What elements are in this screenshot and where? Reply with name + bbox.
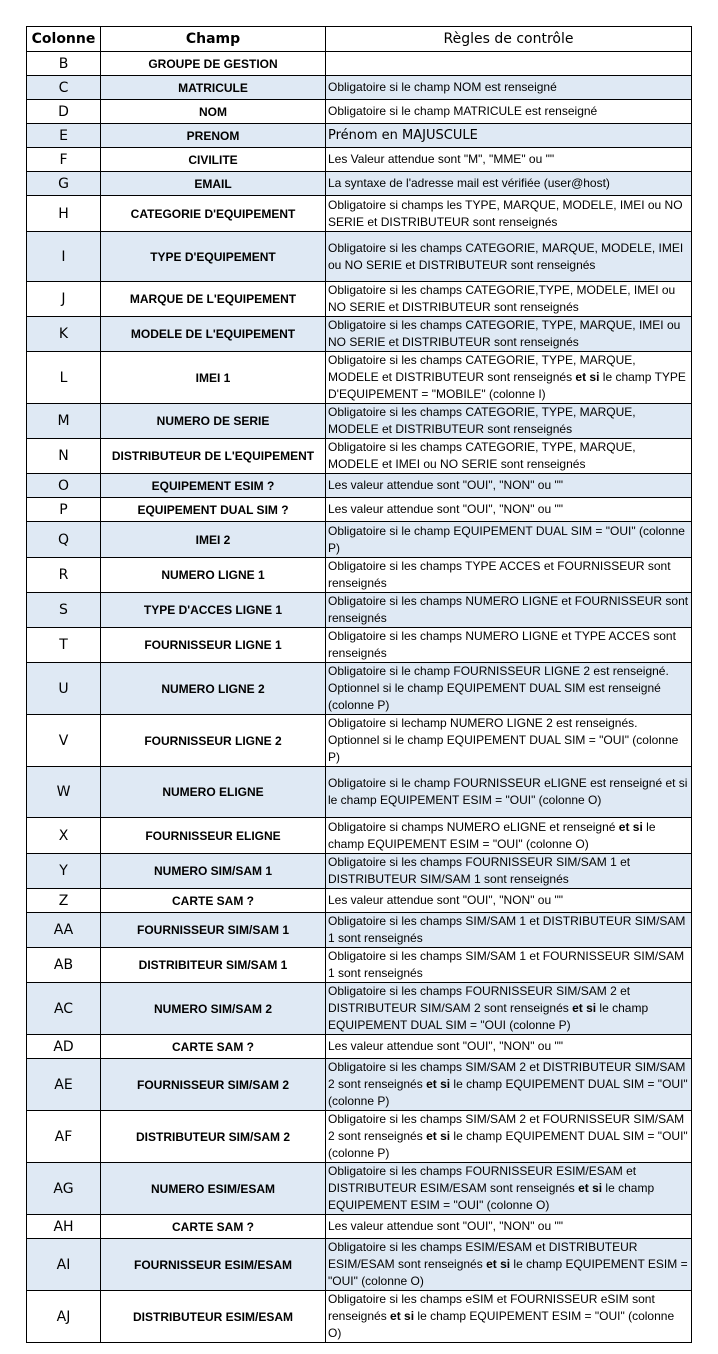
header-rules: Règles de contrôle [326, 27, 692, 52]
control-rule [326, 889, 692, 913]
table-row [27, 558, 692, 593]
control-rule [326, 593, 692, 628]
field-name: IMEI 2 [101, 522, 326, 558]
rule-text: Les valeur attendue sont "OUI", "NON" ou "" [328, 478, 564, 492]
rule-emphasis: et si [390, 1309, 415, 1323]
column-letter: AJ [27, 1291, 101, 1343]
column-letter: AC [27, 983, 101, 1035]
rule-text: Obligatoire si les champs TYPE ACCES et FOURNISSEUR sont renseignés [328, 559, 671, 590]
field-name: NOM [101, 100, 326, 124]
table-row [27, 948, 692, 983]
field-name: FOURNISSEUR SIM/SAM 1 [101, 913, 326, 948]
rule-text: Les valeur attendue sont "OUI", "NON" ou "" [328, 893, 564, 907]
rule-emphasis: et si [618, 819, 643, 834]
column-letter: AE [27, 1059, 101, 1111]
table-row [27, 715, 692, 767]
field-name: NUMERO ESIM/ESAM [101, 1163, 326, 1215]
table-row [27, 282, 692, 317]
table-row [27, 983, 692, 1035]
table-row [27, 1035, 692, 1059]
field-name: NUMERO SIM/SAM 2 [101, 983, 326, 1035]
control-rule [326, 498, 692, 522]
field-name: DISTRIBUTEUR ESIM/ESAM [101, 1291, 326, 1343]
rule-text: Obligatoire si les champs FOURNISSEUR SIM/SAM 1 et DISTRIBUTEUR SIM/SAM 1 sont renseignés [328, 855, 631, 886]
field-name: EQUIPEMENT DUAL SIM ? [101, 498, 326, 522]
rule-text: le champ TYPE D'EQUIPEMENT = "MOBILE" (colonne I) [328, 370, 686, 401]
control-rule [326, 196, 692, 232]
rules-table [26, 26, 692, 1343]
column-letter: K [27, 317, 101, 352]
column-letter: S [27, 593, 101, 628]
control-rule [326, 715, 692, 767]
field-name: CARTE SAM ? [101, 889, 326, 913]
table-row [27, 352, 692, 404]
table-row [27, 1059, 692, 1111]
rule-text: le champ EQUIPEMENT ESIM = "OUI" (colonne O) [328, 1257, 688, 1288]
control-rule [326, 522, 692, 558]
field-name: FOURNISSEUR LIGNE 1 [101, 628, 326, 663]
control-rule [326, 352, 692, 404]
column-letter: Y [27, 854, 101, 889]
rule-emphasis: et si [578, 1181, 603, 1195]
column-letter: I [27, 232, 101, 282]
control-rule [326, 854, 692, 889]
field-name: DISTRIBITEUR SIM/SAM 1 [101, 948, 326, 983]
control-rule [326, 1291, 692, 1343]
field-name: NUMERO LIGNE 1 [101, 558, 326, 593]
rule-text: Obligatoire si les champs CATEGORIE, TYPE, MARQUE, MODELE et IMEI ou NO SERIE sont renseignés [328, 440, 636, 471]
rule-text: Obligatoire si les champs CATEGORIE, TYPE, MARQUE, MODELE et DISTRIBUTEUR sont renseignés [328, 353, 636, 384]
column-letter: L [27, 352, 101, 404]
table-row [27, 52, 692, 76]
field-name: GROUPE DE GESTION [101, 52, 326, 76]
column-letter: G [27, 172, 101, 196]
table-row [27, 1291, 692, 1343]
control-rule [326, 948, 692, 983]
table-row [27, 854, 692, 889]
table-row [27, 404, 692, 439]
rule-text: Obligatoire si le champ MATRICULE est renseigné [328, 104, 598, 118]
field-name: FOURNISSEUR SIM/SAM 2 [101, 1059, 326, 1111]
control-rule [326, 76, 692, 100]
table-row [27, 317, 692, 352]
field-name: MATRICULE [101, 76, 326, 100]
rule-text: La syntaxe de l'adresse mail est vérifiée (user@host) [328, 176, 610, 190]
rule-text: Les valeur attendue sont "OUI", "NON" ou "" [328, 1039, 564, 1053]
field-name: TYPE D'EQUIPEMENT [101, 232, 326, 282]
table-body [27, 52, 692, 1343]
control-rule [326, 663, 692, 715]
field-name: CARTE SAM ? [101, 1035, 326, 1059]
column-letter: AG [27, 1163, 101, 1215]
control-rule [326, 1111, 692, 1163]
control-rule [326, 52, 692, 76]
rule-text: le champ EQUIPEMENT ESIM = "OUI" (colonne O) [328, 1181, 655, 1212]
rule-text: le champ EQUIPEMENT DUAL SIM = "OUI" (colonne P) [328, 1129, 688, 1160]
column-letter: AB [27, 948, 101, 983]
table-row [27, 1239, 692, 1291]
rule-text: Obligatoire si les champs NUMERO LIGNE et FOURNISSEUR sont renseignés [328, 594, 689, 625]
column-letter: J [27, 282, 101, 317]
control-rule [326, 1059, 692, 1111]
control-rule [326, 282, 692, 317]
table-row [27, 1163, 692, 1215]
field-name: MARQUE DE L'EQUIPEMENT [101, 282, 326, 317]
rule-text: Obligatoire si les champs eSIM et FOURNISSEUR eSIM sont renseignés [328, 1292, 655, 1323]
rule-text: Obligatoire si les champs SIM/SAM 2 et DISTRIBUTEUR SIM/SAM 2 sont renseignés [328, 1060, 686, 1091]
field-name: MODELE DE L'EQUIPEMENT [101, 317, 326, 352]
field-name: NUMERO ELIGNE [101, 767, 326, 818]
field-name: CATEGORIE D'EQUIPEMENT [101, 196, 326, 232]
table-row [27, 100, 692, 124]
header-row [27, 27, 692, 52]
field-name: FOURNISSEUR LIGNE 2 [101, 715, 326, 767]
column-letter: Q [27, 522, 101, 558]
table-row [27, 1215, 692, 1239]
column-letter: AF [27, 1111, 101, 1163]
rule-text: Les Valeur attendue sont "M", "MME" ou "" [328, 152, 555, 166]
table-row [27, 439, 692, 474]
table-row [27, 818, 692, 854]
rule-text: Les valeur attendue sont "OUI", "NON" ou "" [328, 1219, 564, 1233]
rule-emphasis: et si [426, 1129, 451, 1143]
column-letter: H [27, 196, 101, 232]
table-row [27, 124, 692, 148]
rule-text: Obligatoire si champs NUMERO eLIGNE et renseigné [328, 819, 619, 834]
field-name: NUMERO DE SERIE [101, 404, 326, 439]
rule-emphasis: et si [426, 1077, 451, 1091]
rule-emphasis: et si [572, 1001, 597, 1015]
rule-text: Obligatoire si les champs SIM/SAM 1 et FOURNISSEUR SIM/SAM 1 sont renseignés [328, 949, 685, 980]
column-letter: D [27, 100, 101, 124]
field-name: FOURNISSEUR ESIM/ESAM [101, 1239, 326, 1291]
field-name: EQUIPEMENT ESIM ? [101, 474, 326, 498]
field-name: TYPE D'ACCES LIGNE 1 [101, 593, 326, 628]
field-name: NUMERO SIM/SAM 1 [101, 854, 326, 889]
table-row [27, 76, 692, 100]
rule-text: Obligatoire si les champs ESIM/ESAM et DISTRIBUTEUR ESIM/ESAM sont renseignés [328, 1240, 638, 1271]
control-rule [326, 1239, 692, 1291]
column-letter: E [27, 124, 101, 148]
rule-text: Obligatoire si champs les TYPE, MARQUE, MODELE, IMEI ou NO SERIE et DISTRIBUTEUR sont renseignés [328, 197, 683, 229]
field-name: FOURNISSEUR ELIGNE [101, 818, 326, 854]
rule-emphasis: et si [575, 370, 600, 384]
rule-text: Obligatoire si les champs CATEGORIE, TYPE, MARQUE, IMEI ou NO SERIE et DISTRIBUTEUR sont renseignés [328, 318, 681, 349]
field-name: NUMERO LIGNE 2 [101, 663, 326, 715]
rule-text: Obligatoire si les champs NUMERO LIGNE et TYPE ACCES sont renseignés [328, 629, 676, 660]
table-row [27, 889, 692, 913]
control-rule [326, 124, 692, 148]
column-letter: AA [27, 913, 101, 948]
rule-text: Obligatoire si les champs CATEGORIE, TYPE, MARQUE, MODELE et DISTRIBUTEUR sont renseignés [328, 405, 636, 436]
column-letter: AH [27, 1215, 101, 1239]
control-rule [326, 404, 692, 439]
control-rule [326, 172, 692, 196]
control-rule [326, 1035, 692, 1059]
field-name: PRENOM [101, 124, 326, 148]
rule-text: Les valeur attendue sont "OUI", "NON" ou "" [328, 502, 564, 516]
table-row [27, 498, 692, 522]
column-letter: U [27, 663, 101, 715]
table-row [27, 474, 692, 498]
rule-text: Obligatoire si le champ FOURNISSEUR LIGNE 2 est renseigné. Optionnel si le champ EQUIPEMENT DUAL SIM est renseigné (colonne P) [328, 664, 669, 712]
rule-text: le champ EQUIPEMENT ESIM = "OUI" (colonne O) [328, 1309, 675, 1340]
field-name: DISTRIBUTEUR SIM/SAM 2 [101, 1111, 326, 1163]
control-rule [326, 983, 692, 1035]
control-rule [326, 913, 692, 948]
column-letter: N [27, 439, 101, 474]
rule-emphasis: et si [486, 1257, 511, 1271]
table-row [27, 593, 692, 628]
table-row [27, 522, 692, 558]
column-letter: R [27, 558, 101, 593]
column-letter: F [27, 148, 101, 172]
column-letter: Z [27, 889, 101, 913]
control-rule [326, 439, 692, 474]
control-rule [326, 628, 692, 663]
table-row [27, 232, 692, 282]
table-row [27, 148, 692, 172]
rule-text: Obligatoire si les champs FOURNISSEUR SIM/SAM 2 et DISTRIBUTEUR SIM/SAM 2 sont renseignés [328, 984, 631, 1015]
column-letter: AD [27, 1035, 101, 1059]
rule-text: Obligatoire si le champ NOM est renseigné [328, 80, 557, 94]
rule-text: Obligatoire si les champs FOURNISSEUR ESIM/ESAM et DISTRIBUTEUR ESIM/ESAM sont renseignés [328, 1164, 637, 1195]
control-rule [326, 100, 692, 124]
header-field: Champ [101, 27, 326, 52]
field-name: EMAIL [101, 172, 326, 196]
field-name: CARTE SAM ? [101, 1215, 326, 1239]
table-row [27, 628, 692, 663]
control-rule [326, 1215, 692, 1239]
control-rule [326, 1163, 692, 1215]
rule-text: le champ EQUIPEMENT DUAL SIM = "OUI (colonne P) [328, 1001, 649, 1032]
column-letter: W [27, 767, 101, 818]
rule-text: Obligatoire si le champ FOURNISSEUR eLIGNE est renseigné et si le champ EQUIPEMENT ESIM = "OUI" (colonne O) [328, 776, 688, 807]
control-rule [326, 474, 692, 498]
control-rule [326, 767, 692, 818]
table-row [27, 767, 692, 818]
rule-text: Obligatoire si les champs CATEGORIE,TYPE, MODELE, IMEI ou NO SERIE et DISTRIBUTEUR sont renseignés [328, 283, 676, 314]
header-column: Colonne [27, 27, 101, 52]
control-rule [326, 558, 692, 593]
column-letter: C [27, 76, 101, 100]
field-name: DISTRIBUTEUR DE L'EQUIPEMENT [101, 439, 326, 474]
rule-text: Obligatoire si les champs SIM/SAM 1 et DISTRIBUTEUR SIM/SAM 1 sont renseignés [328, 914, 686, 945]
column-letter: B [27, 52, 101, 76]
control-rule [326, 317, 692, 352]
field-name: IMEI 1 [101, 352, 326, 404]
table-row [27, 913, 692, 948]
column-letter: X [27, 818, 101, 854]
column-letter: O [27, 474, 101, 498]
table-row [27, 172, 692, 196]
control-rule [326, 818, 692, 854]
rule-text: Obligatoire si les champs SIM/SAM 2 et FOURNISSEUR SIM/SAM 2 sont renseignés [328, 1112, 685, 1143]
table-row [27, 196, 692, 232]
rule-text: Obligatoire si le champ EQUIPEMENT DUAL SIM = "OUI" (colonne P) [328, 523, 685, 555]
rule-text: le champ EQUIPEMENT DUAL SIM = "OUI" (colonne P) [328, 1077, 688, 1108]
column-letter: P [27, 498, 101, 522]
column-letter: AI [27, 1239, 101, 1291]
control-rule [326, 148, 692, 172]
rule-text: le champ EQUIPEMENT ESIM = "OUI" (colonne O) [328, 819, 656, 851]
column-letter: T [27, 628, 101, 663]
field-name: CIVILITE [101, 148, 326, 172]
table-row [27, 663, 692, 715]
column-letter: V [27, 715, 101, 767]
column-letter: M [27, 404, 101, 439]
rule-text: Prénom en MAJUSCULE [328, 128, 478, 143]
rule-text: Obligatoire si lechamp NUMERO LIGNE 2 est renseignés. Optionnel si le champ EQUIPEMENT DUAL SIM = "OUI" (colonne P) [328, 716, 679, 764]
control-rule [326, 232, 692, 282]
rule-text: Obligatoire si les champs CATEGORIE, MARQUE, MODELE, IMEI ou NO SERIE et DISTRIBUTEUR sont renseignés [328, 240, 684, 272]
table-row [27, 1111, 692, 1163]
